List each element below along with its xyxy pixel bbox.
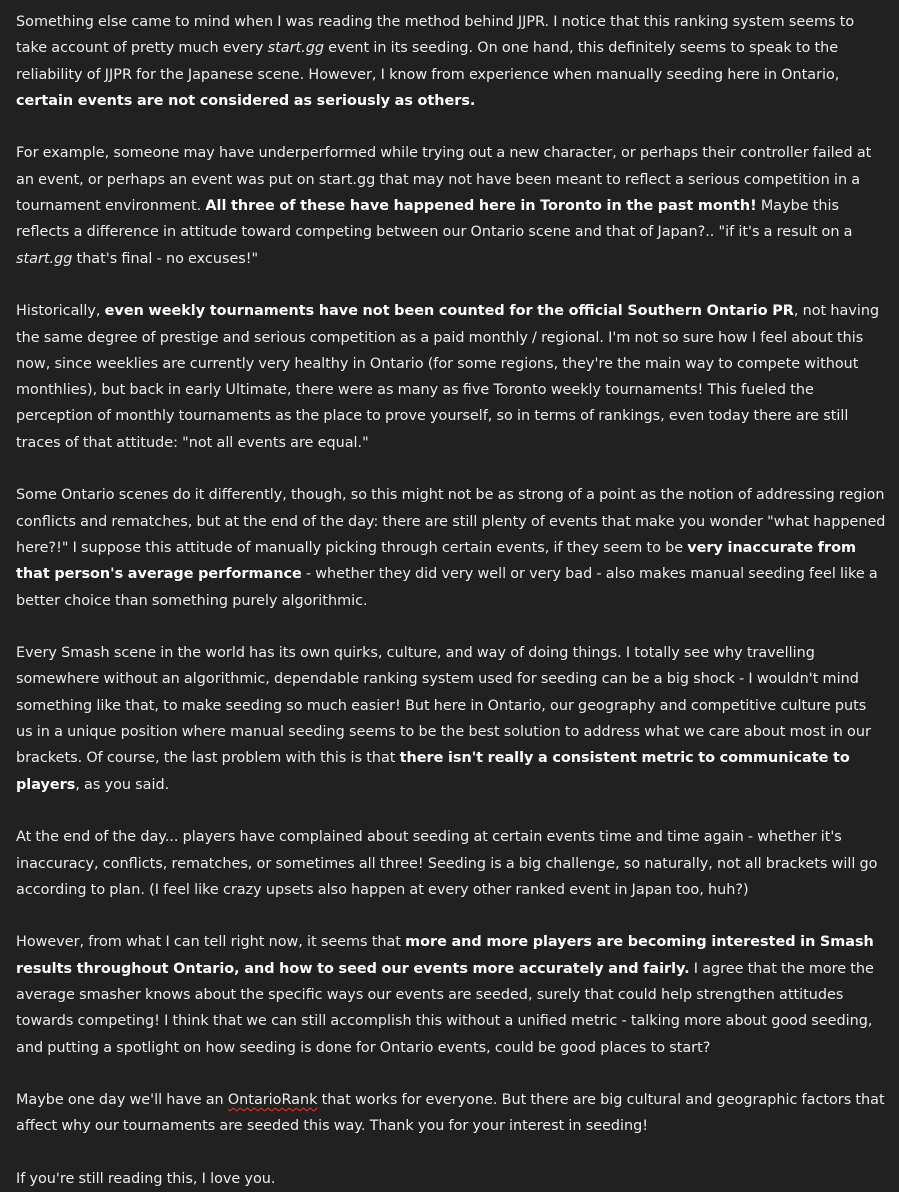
message-body: [16, 9, 887, 1192]
paragraph-7: However, from what I can tell right now, it seems that more and more players are becoming interested in Smash results throughout Ontario, and how to seed our events more accurately and fairly. I agree that the more the average smasher knows about the specific ways our events are seeded, surely that could help strengthen attitudes towards competing! I think that we can still accomplish this without a unified metric - talking more about good seeding, and putting a spotlight on how seeding is done for Ontario events, could be good places to start?: [16, 934, 874, 1056]
paragraph-9: If you're still reading this, I love you.: [16, 1171, 276, 1188]
paragraph-8: Maybe one day we'll have an OntarioRank that works for everyone. But there are big cultural and geographic factors that affect why our tournaments are seeded this way. Thank you for your interest in seeding!: [16, 1092, 885, 1135]
paragraph-2: For example, someone may have underperformed while trying out a new character, or perhaps their controller failed at an event, or perhaps an event was put on start.gg that may not have been meant to reflect a serious competition in a tournament environment. All three of these have happened here in Toronto in the past month! Maybe this reflects a difference in attitude toward competing between our Ontario scene and that of Japan?.. "if it's a result on a start.gg that's final - no excuses!": [16, 145, 872, 267]
paragraph-5: Every Smash scene in the world has its own quirks, culture, and way of doing things. I totally see why travelling somewhere without an algorithmic, dependable ranking system used for seeding can be a big shock - I wouldn't mind something like that, to make seeding so much easier! But here in Ontario, our geography and competitive culture puts us in a unique position where manual seeding seems to be the best solution to address what we care about most in our brackets. Of course, the last problem with this is that there isn't really a consistent metric to communicate to players, as you said.: [16, 645, 871, 793]
paragraph-1: Something else came to mind when I was reading the method behind JJPR. I notice that this ranking system seems to take account of pretty much every start.gg event in its seeding. On one hand, this definitely seems to speak to the reliability of JJPR for the Japanese scene. However, I know from experience when manually seeding here in Ontario, certain events are not considered as seriously as others.: [16, 14, 855, 109]
paragraph-4: Some Ontario scenes do it differently, though, so this might not be as strong of a point as the notion of addressing region conflicts and rematches, but at the end of the day: there are still plenty of events that make you wonder "what happened here?!" I suppose this attitude of manually picking through certain events, if they seem to be very inaccurate from that person's average performance - whether they did very well or very bad - also makes manual seeding feel like a better choice than something purely algorithmic.: [16, 487, 886, 609]
paragraph-3: Historically, even weekly tournaments have not been counted for the official Southern Ontario PR, not having the same degree of prestige and serious competition as a paid monthly / regional. I'm not so sure how I feel about this now, since weeklies are currently very healthy in Ontario (for some regions, they're the main way to compete without monthlies), but back in early Ultimate, there were as many as five Toronto weekly tournaments! This fueled the perception of monthly tournaments as the place to prove yourself, so in terms of rankings, even today there are still traces of that attitude: "not all events are equal.": [16, 303, 880, 451]
spellcheck-word[interactable]: OntarioRank: [227, 1092, 318, 1109]
paragraph-6: At the end of the day... players have complained about seeding at certain events time and time again - whether it's inaccuracy, conflicts, rematches, or sometimes all three! Seeding is a big challenge, so naturally, not all brackets will go according to plan. (I feel like crazy upsets also happen at every other ranked event in Japan too, huh?): [16, 829, 878, 898]
